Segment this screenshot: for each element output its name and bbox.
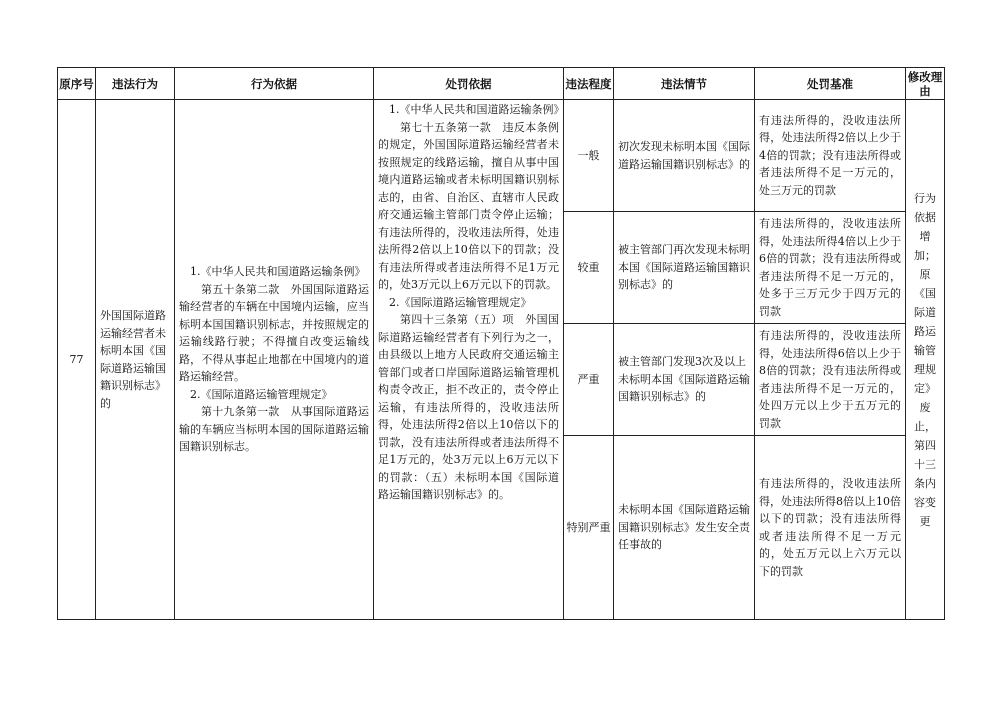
header-seq: 原序号 xyxy=(58,68,96,100)
detail-cell: 被主管部门发现3次及以上未标明本国《国际道路运输国籍识别标志》的 xyxy=(614,324,755,436)
detail-cell: 初次发现未标明本国《国际道路运输国籍识别标志》的 xyxy=(614,100,755,212)
violation-act-cell: 外国国际道路运输经营者未标明本国《国际道路运输国籍识别标志》的 xyxy=(96,100,175,620)
detail-cell: 被主管部门再次发现未标明本国《国际道路运输国籍识别标志》的 xyxy=(614,212,755,324)
table-row xyxy=(58,100,945,212)
penalty-basis-cell xyxy=(374,100,564,620)
degree-cell: 特别严重 xyxy=(564,436,614,620)
degree-cell: 一般 xyxy=(564,100,614,212)
header-detail: 违法情节 xyxy=(614,68,755,100)
penalty-standard-table xyxy=(57,67,945,620)
penalty-law-title-2: 2.《国际道路运输管理规定》 xyxy=(389,295,532,309)
header-standard: 处罚基准 xyxy=(755,68,906,100)
basis-law-title-2: 2.《国际道路运输管理规定》 xyxy=(190,387,333,401)
penalty-clause-2: 第四十三条第（五）项 外国国际道路运输经营者有下列行为之一，由县级以上地方人民政府交通运输主管部门或者口岸国际道路运输管理机构责令改正，拒不改正的，责令停止运输，有违法所得的，没收违法所得，处违法所得2倍以上10倍以下的罚款，没有违法所得或者违法所得不足1万元的，处3万元以上6万元以下的罚款：（五）未标明本国《国际道路运输国籍识别标志》的。 xyxy=(378,313,559,501)
penalty-law-title-1: 1.《中华人民共和国道路运输条例》 xyxy=(389,103,565,116)
header-row xyxy=(58,68,945,100)
standard-cell: 有违法所得的，没收违法所得，处违法所得4倍以上少于6倍的罚款；没有违法所得或者违法所得不足一万元的，处多于三万元少于四万元的罚款 xyxy=(755,212,906,324)
standard-cell: 有违法所得的，没收违法所得，处违法所得8倍以上10倍以下的罚款；没有违法所得或者违法所得不足一万元的，处五万元以上六万元以下的罚款 xyxy=(755,436,906,620)
standard-cell: 有违法所得的，没收违法所得，处违法所得2倍以上少于4倍的罚款；没有违法所得或者违法所得不足一万元的，处三万元的罚款 xyxy=(755,100,906,212)
header-penalty-basis: 处罚依据 xyxy=(374,68,564,100)
basis-clause-1: 第五十条第二款 外国国际道路运输经营者的车辆在中国境内运输，应当标明本国国籍识别标志，并按照规定的运输线路行驶；不得擅自改变运输线路，不得从事起止地都在中国境内的道路运输经营。 xyxy=(179,282,369,384)
detail-cell: 未标明本国《国际道路运输国籍识别标志》发生安全责任事故的 xyxy=(614,436,755,620)
header-basis: 行为依据 xyxy=(175,68,374,100)
degree-cell: 严重 xyxy=(564,324,614,436)
header-degree: 违法程度 xyxy=(564,68,614,100)
standard-cell: 有违法所得的，没收违法所得，处违法所得6倍以上少于8倍的罚款；没有违法所得或者违法所得不足一万元的，处四万元以上少于五万元的罚款 xyxy=(755,324,906,436)
header-reason: 修改理由 xyxy=(906,68,945,100)
seq-cell: 77 xyxy=(58,100,96,620)
degree-cell: 较重 xyxy=(564,212,614,324)
penalty-clause-1: 第七十五条第一款 违反本条例的规定，外国国际道路运输经营者未按照规定的线路运输，擅自从事中国境内道路运输或者未标明国籍识别标志的，由省、自治区、直辖市人民政府交通运输主管部门责令停止运输；有违法所得的，没收违法所得，处违法所得2倍以上10倍以下的罚款；没有违法所得或者违法所得不足1万元的，处3万元以上6万元以下的罚款。 xyxy=(378,120,559,291)
basis-clause-2: 第十九条第一款 从事国际道路运输的车辆应当标明本国的国际道路运输国籍识别标志。 xyxy=(179,405,369,454)
basis-law-title-1: 1.《中华人民共和国道路运输条例》 xyxy=(190,265,366,279)
behavior-basis-cell xyxy=(175,100,374,620)
header-act: 违法行为 xyxy=(96,68,175,100)
revision-reason-cell: 行为依据增加；原《国际道路运输管理规定》废止，第四十三条内容变更 xyxy=(906,100,945,620)
